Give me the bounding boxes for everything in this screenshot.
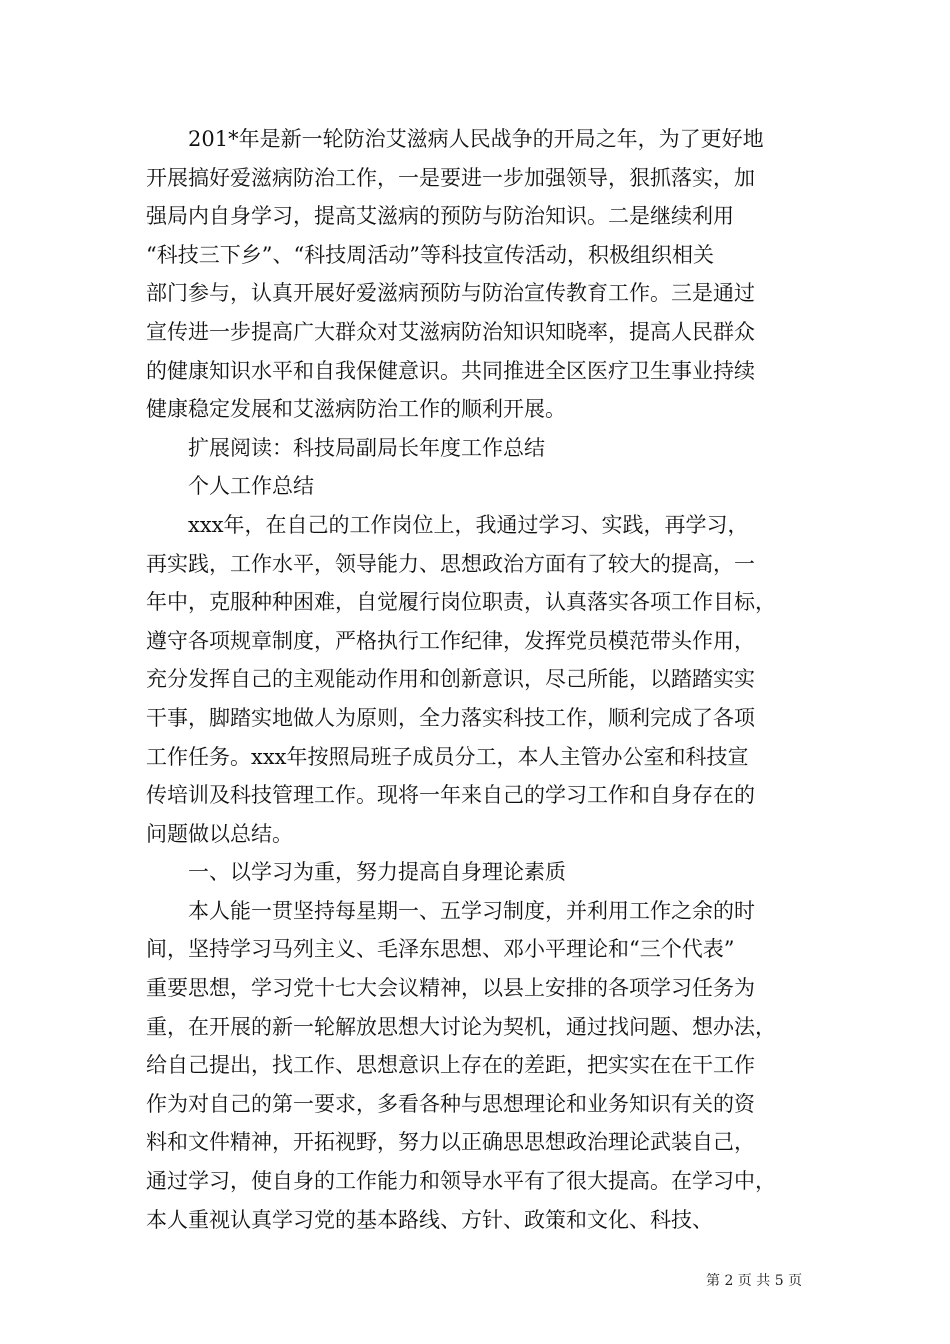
paragraph-line: 本人能一贯坚持每星期一、五学习制度，并利用工作之余的时 — [188, 898, 755, 923]
paragraph-line: 工作任务。xxx年按照局班子成员分工，本人主管办公室和科技宣 — [146, 744, 749, 769]
paragraph-line: 充分发挥自己的主观能动作用和创新意识，尽己所能，以踏踏实实 — [146, 667, 755, 692]
extended-reading-heading: 扩展阅读：科技局副局长年度工作总结 — [188, 435, 545, 460]
paragraph-line: 作为对自己的第一要求，多看各种与思想理论和业务知识有关的资 — [146, 1091, 755, 1116]
paragraph-line: xxx年，在自己的工作岗位上，我通过学习、实践，再学习， — [188, 512, 749, 537]
section-title: 个人工作总结 — [188, 474, 314, 499]
paragraph-line: 传培训及科技管理工作。现将一年来自己的学习工作和自身存在的 — [146, 783, 755, 808]
paragraph-line: 通过学习，使自身的工作能力和领导水平有了很大提高。在学习中， — [146, 1169, 776, 1194]
paragraph-line: 本人重视认真学习党的基本路线、方针、政策和文化、科技、 — [146, 1207, 713, 1232]
paragraph-line: 部门参与，认真开展好爱滋病预防与防治宣传教育工作。三是通过 — [146, 281, 755, 306]
paragraph-line: “科技三下乡”、“科技周活动”等科技宣传活动，积极组织相关 — [146, 242, 714, 267]
paragraph-line: 年中，克服种种困难，自觉履行岗位职责，认真落实各项工作目标， — [146, 590, 776, 615]
section-heading: 一、以学习为重，努力提高自身理论素质 — [188, 860, 566, 885]
paragraph-line: 料和文件精神，开拓视野，努力以正确思思想政治理论武装自己， — [146, 1130, 755, 1155]
paragraph-line: 问题做以总结。 — [146, 821, 293, 846]
paragraph-line: 重，在开展的新一轮解放思想大讨论为契机，通过找问题、想办法， — [146, 1014, 776, 1039]
paragraph-line: 再实践，工作水平，领导能力、思想政治方面有了较大的提高，一 — [146, 551, 755, 576]
page-number: 第 2 页 共 5 页 — [706, 1273, 803, 1289]
paragraph-line: 干事，脚踏实地做人为原则，全力落实科技工作，顺利完成了各项 — [146, 705, 755, 730]
paragraph-line: 给自己提出，找工作、思想意识上存在的差距，把实实在在干工作 — [146, 1053, 755, 1078]
paragraph-line: 的健康知识水平和自我保健意识。共同推进全区医疗卫生事业持续 — [146, 358, 755, 383]
paragraph-line: 间，坚持学习马列主义、毛泽东思想、邓小平理论和“三个代表” — [146, 937, 735, 962]
paragraph-line: 开展搞好爱滋病防治工作，一是要进一步加强领导，狠抓落实，加 — [146, 165, 755, 190]
document-body — [146, 120, 830, 1239]
paragraph-line: 重要思想，学习党十七大会议精神，以县上安排的各项学习任务为 — [146, 976, 755, 1001]
paragraph-line: 强局内自身学习，提高艾滋病的预防与防治知识。二是继续利用 — [146, 204, 734, 229]
paragraph-line: 201*年是新一轮防治艾滋病人民战争的开局之年，为了更好地 — [188, 127, 764, 151]
paragraph-line: 健康稳定发展和艾滋病防治工作的顺利开展。 — [146, 397, 566, 422]
paragraph-line: 遵守各项规章制度，严格执行工作纪律，发挥党员模范带头作用， — [146, 628, 755, 653]
paragraph-line: 宣传进一步提高广大群众对艾滋病防治知识知晓率，提高人民群众 — [146, 319, 755, 344]
